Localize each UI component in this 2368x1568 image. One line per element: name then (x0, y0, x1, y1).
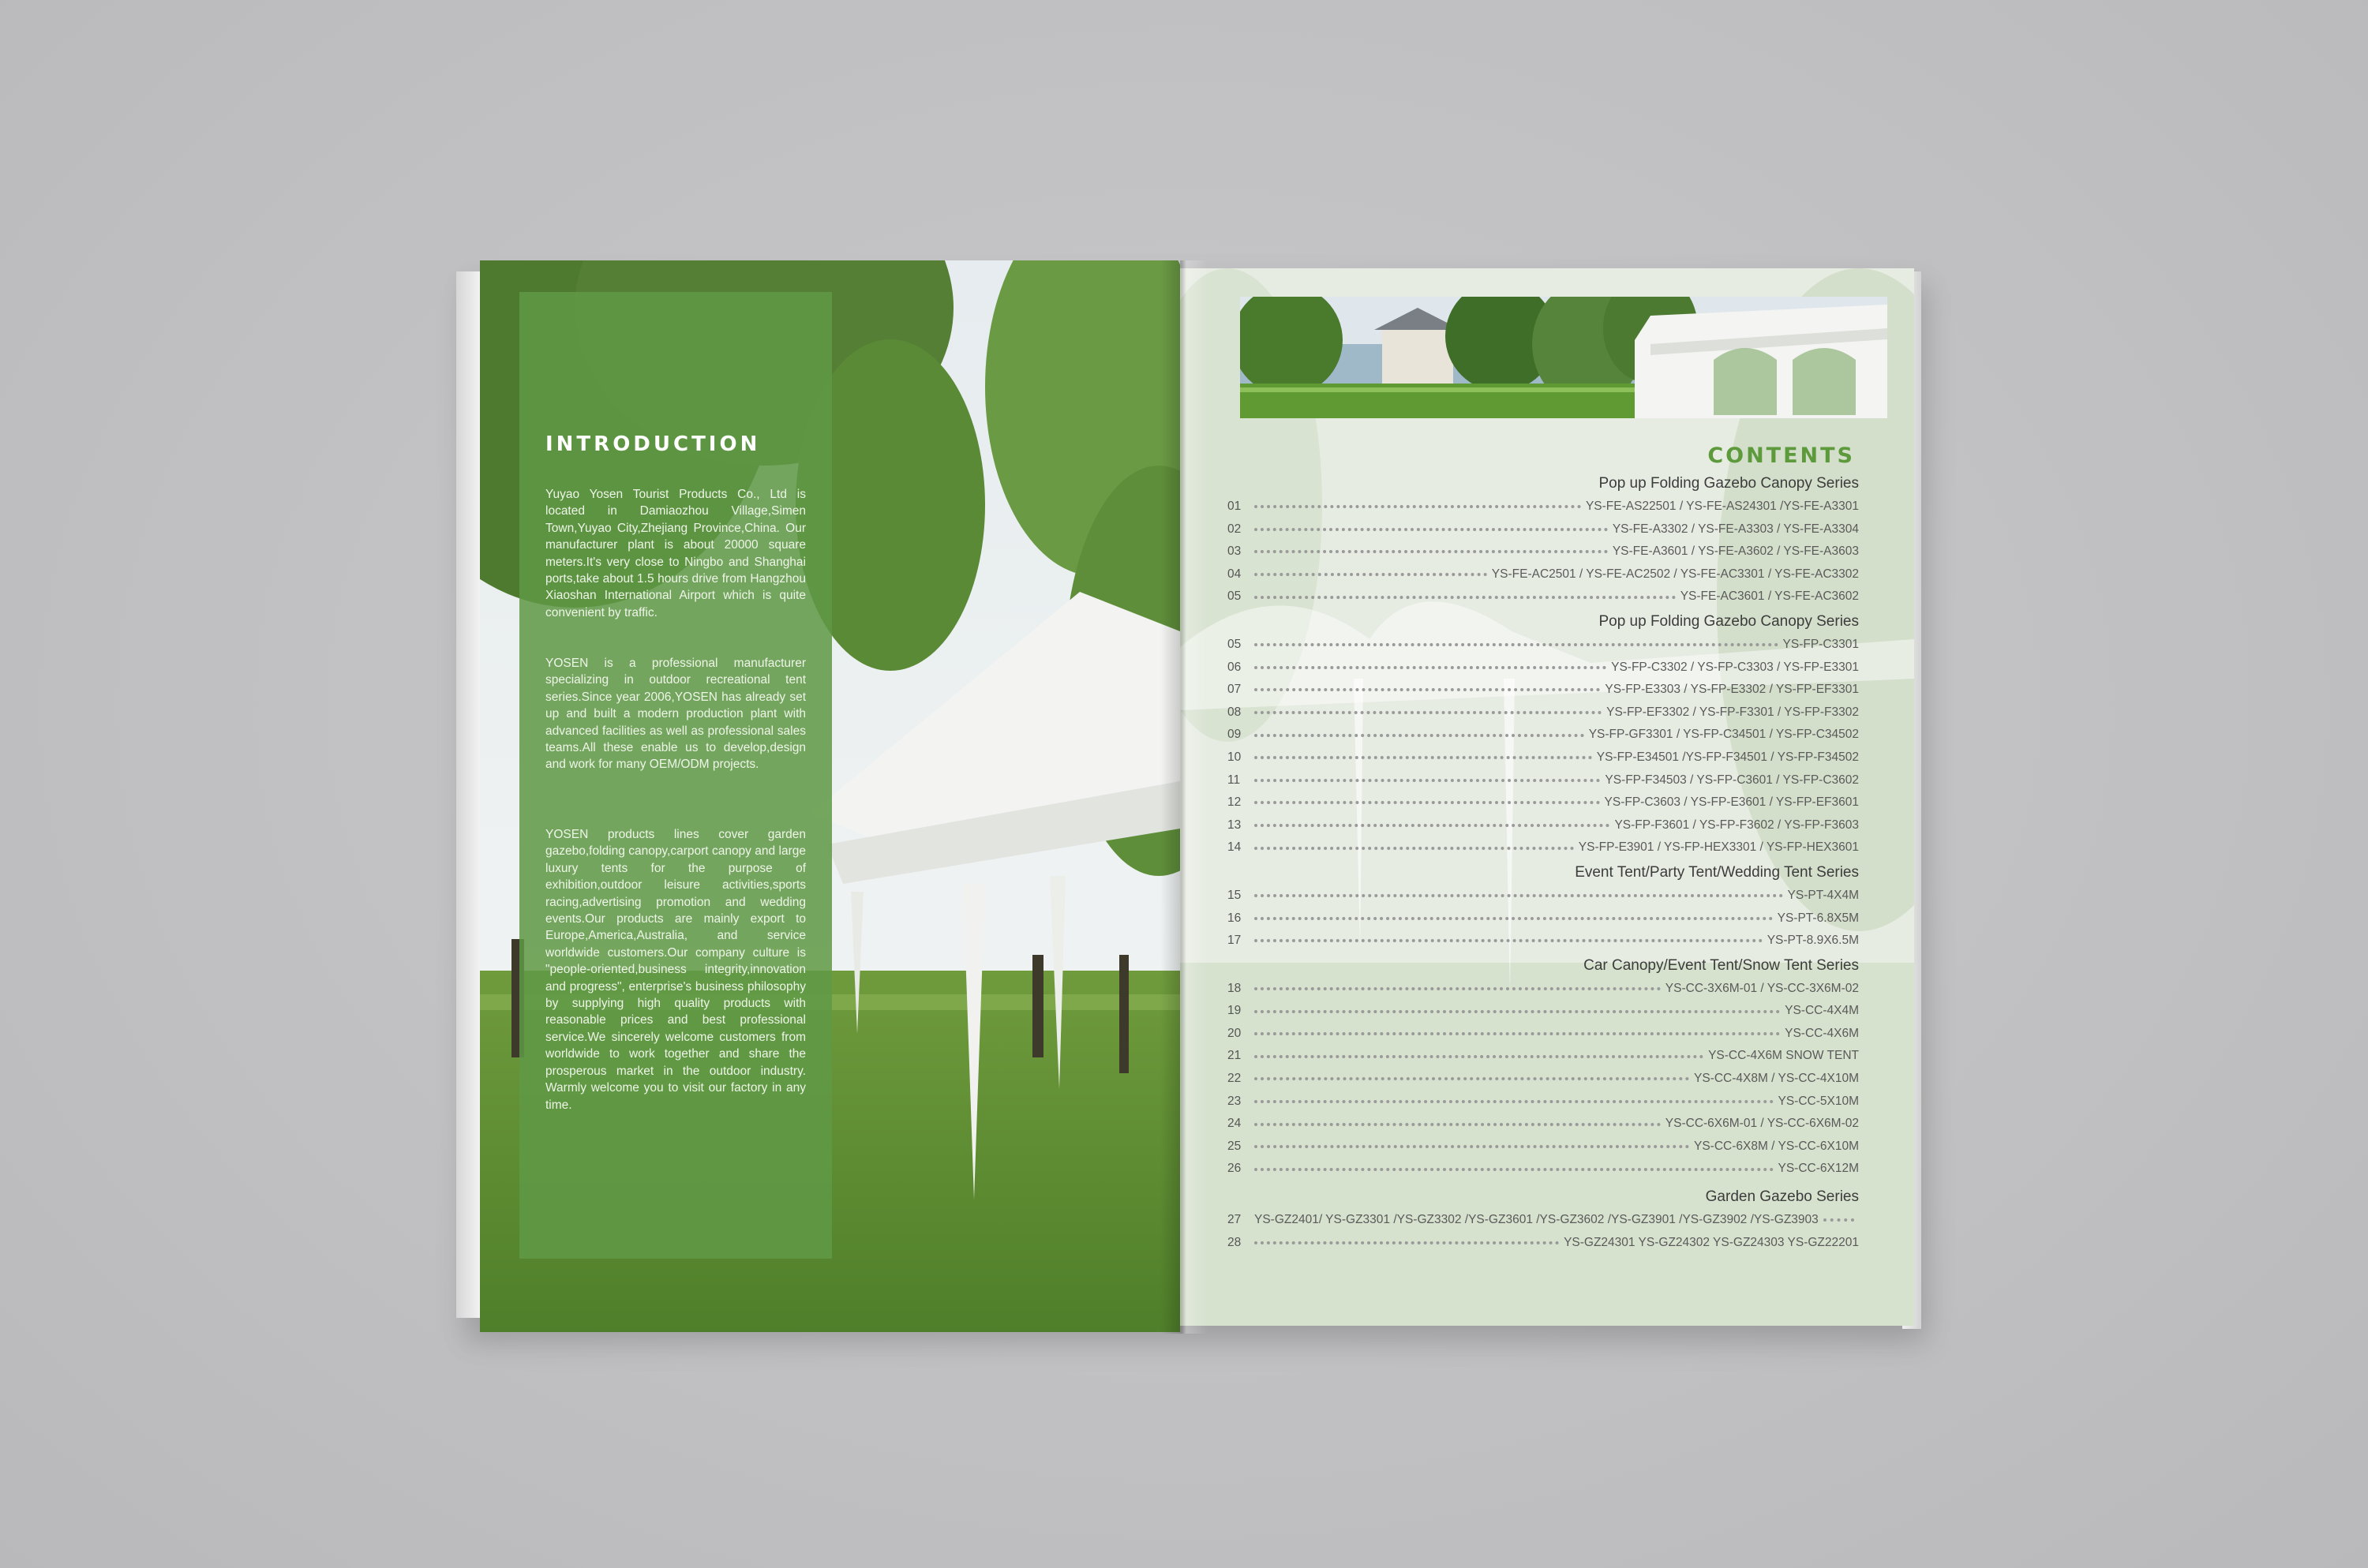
toc-entry (1227, 930, 1859, 952)
toc-leader-dots (1254, 550, 1608, 553)
toc-entry-code: YS-GZ2401/ YS-GZ3301 /YS-GZ3302 /YS-GZ3601 /YS-GZ3602 /YS-GZ3901 /YS-GZ3902 /YS-GZ3903 (1254, 1213, 1819, 1227)
toc-leader-dots (1254, 711, 1602, 714)
toc-leader-dots (1823, 1218, 1854, 1222)
toc-section-heading: Garden Gazebo Series (1705, 1188, 1859, 1206)
toc-entry (1227, 679, 1859, 702)
toc-leader-dots (1254, 1032, 1780, 1035)
toc-entry-number: 07 (1227, 683, 1242, 697)
toc-entry (1227, 702, 1859, 724)
toc-entry-code: YS-GZ24301 YS-GZ24302 YS-GZ24303 YS-GZ22201 (1564, 1235, 1859, 1249)
toc-entry-code: YS-FP-C3301 (1782, 637, 1859, 651)
toc-entry-code: YS-FP-E3303 / YS-FP-E3302 / YS-FP-EF3301 (1605, 683, 1859, 697)
toc-entry-number: 22 (1227, 1072, 1242, 1086)
toc-leader-dots (1254, 1055, 1703, 1058)
toc-entry-number: 26 (1227, 1162, 1242, 1176)
toc-entry-code: YS-CC-6X6M-01 / YS-CC-6X6M-02 (1665, 1117, 1859, 1131)
brochure-left-page (480, 260, 1180, 1332)
toc-entry (1227, 907, 1859, 930)
toc-entry-code: YS-FP-E3901 / YS-FP-HEX3301 / YS-FP-HEX3601 (1578, 840, 1859, 855)
toc-entry-number: 01 (1227, 500, 1242, 513)
toc-entry (1227, 836, 1859, 859)
toc-entry (1227, 1068, 1859, 1091)
toc-leader-dots (1254, 643, 1778, 646)
toc-leader-dots (1254, 1241, 1559, 1244)
toc-entry-number: 24 (1227, 1117, 1242, 1131)
toc-entry (1227, 1232, 1859, 1255)
toc-entry-number: 18 (1227, 981, 1242, 995)
toc-leader-dots (1254, 1077, 1689, 1080)
toc-leader-dots (1254, 573, 1487, 576)
toc-entry-code: YS-FE-AC2501 / YS-FE-AC2502 / YS-FE-AC3301 / YS-FE-AC3302 (1491, 567, 1859, 581)
toc-entry (1227, 518, 1859, 541)
toc-entry-code: YS-FP-F34503 / YS-FP-C3601 / YS-FP-C3602 (1605, 773, 1859, 787)
toc-entry-code: YS-CC-5X10M (1778, 1094, 1859, 1108)
toc-entry-number: 08 (1227, 705, 1242, 719)
brochure-right-page (1180, 268, 1914, 1326)
toc-entry-code: YS-CC-4X8M / YS-CC-4X10M (1693, 1072, 1859, 1086)
toc-entry-number: 03 (1227, 544, 1242, 559)
toc-section-heading: Car Canopy/Event Tent/Snow Tent Series (1583, 956, 1859, 974)
toc-entry-code: YS-FP-F3601 / YS-FP-F3602 / YS-FP-F3603 (1614, 818, 1859, 832)
toc-entry-code: YS-CC-3X6M-01 / YS-CC-3X6M-02 (1665, 981, 1859, 995)
toc-leader-dots (1254, 734, 1584, 737)
toc-entry-number: 23 (1227, 1094, 1242, 1108)
toc-entry-code: YS-CC-6X8M / YS-CC-6X10M (1693, 1139, 1859, 1153)
toc-entry-code: YS-FE-AS22501 / YS-FE-AS24301 /YS-FE-A3301 (1585, 500, 1859, 513)
toc-entry-number: 25 (1227, 1139, 1242, 1153)
toc-entry (1227, 791, 1859, 814)
toc-entry (1227, 1136, 1859, 1158)
toc-leader-dots (1254, 1123, 1661, 1126)
toc-leader-dots (1254, 847, 1574, 850)
toc-entry-number: 06 (1227, 660, 1242, 674)
toc-entry-number: 19 (1227, 1004, 1242, 1018)
toc-entry (1227, 1045, 1859, 1068)
toc-section-heading: Pop up Folding Gazebo Canopy Series (1598, 475, 1859, 492)
toc-entry-code: YS-FE-A3601 / YS-FE-A3602 / YS-FE-A3603 (1612, 544, 1859, 559)
toc-entry (1227, 769, 1859, 792)
toc-entry-number: 20 (1227, 1026, 1242, 1040)
toc-section-heading: Event Tent/Party Tent/Wedding Tent Series (1575, 863, 1859, 881)
toc-entry (1227, 1023, 1859, 1046)
toc-leader-dots (1254, 917, 1773, 920)
toc-leader-dots (1254, 1145, 1689, 1148)
toc-leader-dots (1254, 1168, 1774, 1171)
toc-entry (1227, 747, 1859, 769)
toc-entry-code: YS-CC-4X6M (1785, 1026, 1859, 1040)
toc-leader-dots (1254, 505, 1581, 508)
toc-section-heading: Pop up Folding Gazebo Canopy Series (1598, 612, 1859, 630)
toc-leader-dots (1254, 688, 1600, 691)
toc-entry-code: YS-CC-6X12M (1778, 1162, 1859, 1176)
toc-entry-code: YS-FE-AC3601 / YS-FE-AC3602 (1680, 589, 1859, 604)
toc-leader-dots (1254, 824, 1609, 827)
toc-entry-number: 09 (1227, 728, 1242, 742)
toc-entry (1227, 657, 1859, 679)
toc-entry (1227, 634, 1859, 657)
toc-entry (1227, 1209, 1859, 1232)
toc-entry (1227, 1158, 1859, 1181)
toc-leader-dots (1254, 596, 1676, 599)
toc-entry-code: YS-CC-4X4M (1785, 1004, 1859, 1018)
toc-entry (1227, 1113, 1859, 1136)
toc-entry (1227, 1000, 1859, 1023)
toc-entry (1227, 541, 1859, 563)
toc-entry-code: YS-FP-C3302 / YS-FP-C3303 / YS-FP-E3301 (1611, 660, 1859, 674)
toc-entry-number: 11 (1227, 773, 1241, 787)
toc-entry (1227, 563, 1859, 586)
toc-leader-dots (1254, 801, 1600, 804)
toc-entry-number: 16 (1227, 911, 1242, 925)
toc-leader-dots (1254, 894, 1783, 897)
intro-paragraph-1: Yuyao Yosen Tourist Products Co., Ltd is located in Damiaozhou Village,Simen Town,Yuyao City,Zhejiang Province,China. Our manufacturer plant is about 20000 square meters.It's very close to Ningbo and Shanghai ports,take about 1.5 hours drive from Hangzhou Xiaoshan International Airport which is quite convenient by traffic. (545, 488, 806, 619)
toc-entry-number: 05 (1227, 589, 1242, 604)
toc-entry-code: YS-FP-E34501 /YS-FP-F34501 / YS-FP-F34502 (1596, 750, 1859, 764)
toc-entry-number: 13 (1227, 818, 1242, 832)
toc-entry (1227, 885, 1859, 907)
toc-entry-code: YS-FP-EF3302 / YS-FP-F3301 / YS-FP-F3302 (1606, 705, 1859, 719)
toc-leader-dots (1254, 779, 1600, 782)
toc-leader-dots (1254, 666, 1606, 669)
toc-leader-dots (1254, 1100, 1774, 1103)
toc-entry (1227, 496, 1859, 518)
toc-entry-code: YS-CC-4X6M SNOW TENT (1708, 1049, 1859, 1063)
intro-paragraph-3: YOSEN products lines cover garden gazebo,folding canopy,carport canopy and large luxury tents for the purpose of exhibition,outdoor leisure activities,sports racing,advertising promotion and wedding events.Our products are mainly export to Europe,America,Australia, and service worldwide customers.Our company culture is "people-oriented,business integrity,innovation and progress", enterprise's business philosophy by supplying high quality products with reasonable prices and best professional service.We sincerely welcome customers from worldwide to work together and share the prosperous market in the outdoor industry. Warmly welcome you to visit our factory in any time. (545, 828, 806, 1112)
header-photo-banner (1240, 297, 1887, 418)
toc-leader-dots (1254, 528, 1608, 531)
toc-entry-code: YS-PT-8.9X6.5M (1767, 934, 1859, 948)
toc-entry-number: 02 (1227, 522, 1242, 536)
toc-entry-number: 21 (1227, 1049, 1242, 1063)
toc-entry-number: 14 (1227, 840, 1242, 855)
toc-entry (1227, 724, 1859, 747)
introduction-panel (519, 292, 832, 1259)
introduction-title: INTRODUCTION (545, 432, 761, 456)
toc-leader-dots (1254, 1010, 1780, 1013)
toc-entry (1227, 978, 1859, 1001)
toc-leader-dots (1254, 939, 1763, 942)
toc-leader-dots (1254, 756, 1592, 759)
toc-leader-dots (1254, 987, 1661, 990)
toc-entry-code: YS-PT-6.8X5M (1777, 911, 1859, 925)
toc-entry-code: YS-FP-C3603 / YS-FP-E3601 / YS-FP-EF3601 (1604, 795, 1859, 810)
toc-entry-code: YS-FP-GF3301 / YS-FP-C34501 / YS-FP-C34502 (1588, 728, 1859, 742)
toc-entry (1227, 586, 1859, 608)
toc-entry-number: 17 (1227, 934, 1242, 948)
intro-paragraph-2: YOSEN is a professional manufacturer specializing in outdoor recreational tent series.Since year 2006,YOSEN has already set up and built a modern production plant with advanced facilities as well as professional sales teams.All these enable us to develop,design and work for many OEM/ODM projects. (545, 657, 806, 772)
toc-entry-number: 27 (1227, 1213, 1242, 1227)
toc-entry-code: YS-FE-A3302 / YS-FE-A3303 / YS-FE-A3304 (1612, 522, 1859, 536)
toc-entry-number: 28 (1227, 1235, 1242, 1249)
contents-title: CONTENTS (1707, 443, 1855, 468)
toc-entry (1227, 1091, 1859, 1113)
page-edge-left (456, 271, 480, 1318)
toc-entry (1227, 814, 1859, 837)
toc-entry-number: 10 (1227, 750, 1242, 764)
toc-entry-number: 15 (1227, 888, 1242, 902)
table-of-contents (1227, 472, 1859, 1256)
toc-entry-code: YS-PT-4X4M (1787, 888, 1859, 902)
toc-entry-number: 05 (1227, 637, 1242, 651)
toc-entry-number: 04 (1227, 567, 1242, 581)
toc-entry-number: 12 (1227, 795, 1242, 810)
